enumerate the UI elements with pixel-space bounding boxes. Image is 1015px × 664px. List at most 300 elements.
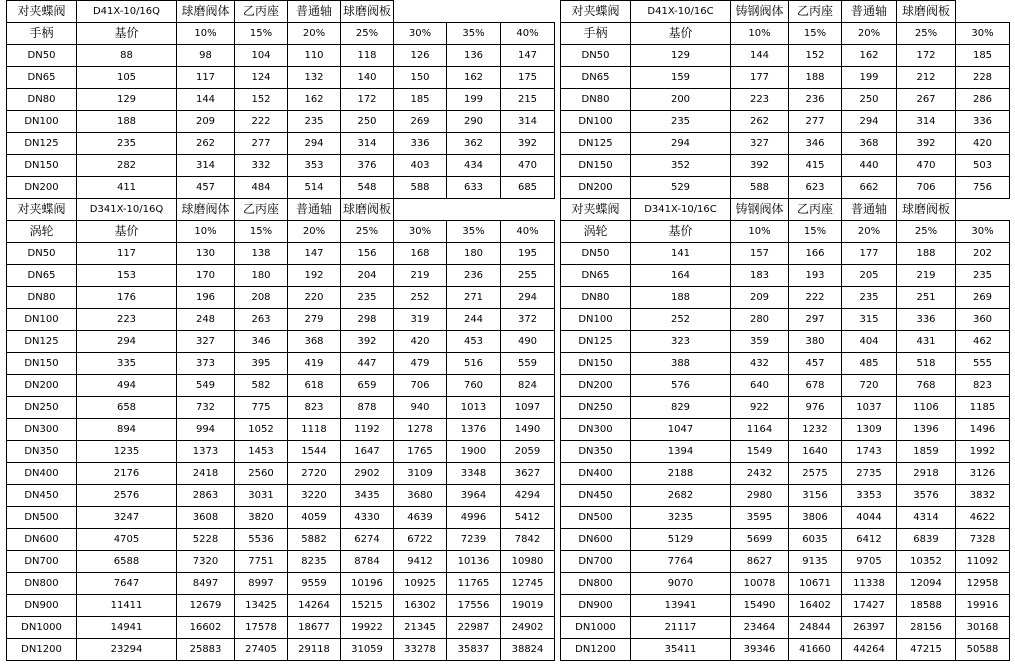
table-cell: 140 (341, 67, 394, 89)
table-cell: 336 (897, 309, 956, 331)
table-cell: 4330 (341, 507, 394, 529)
table-row (561, 353, 1010, 375)
table-cell: 662 (842, 177, 897, 199)
table-cell: 157 (731, 243, 789, 265)
table-row (7, 133, 555, 155)
table-cell: 24844 (789, 617, 842, 639)
table-row (7, 529, 555, 551)
table-cell: 327 (731, 133, 789, 155)
table-cell: DN600 (7, 529, 77, 551)
table-cell: 25% (897, 23, 956, 45)
table-cell: 235 (631, 111, 731, 133)
table-cell: DN125 (7, 133, 77, 155)
table-cell: 14264 (288, 595, 341, 617)
table-cell: 188 (631, 287, 731, 309)
table-cell: 5536 (235, 529, 288, 551)
table-cell: DN50 (561, 243, 631, 265)
table-cell: 30% (394, 23, 447, 45)
header-cell: 球磨阀板 (341, 1, 394, 23)
table-cell: DN100 (561, 309, 631, 331)
table-row (561, 529, 1010, 551)
table-cell: 415 (789, 155, 842, 177)
table-cell: 1549 (731, 441, 789, 463)
table-cell: 457 (177, 177, 235, 199)
table-cell: 29118 (288, 639, 341, 661)
table-cell: 8497 (177, 573, 235, 595)
table-cell: 18588 (897, 595, 956, 617)
table-row (561, 463, 1010, 485)
table-cell: 10671 (789, 573, 842, 595)
table-cell: 251 (897, 287, 956, 309)
section-header-row (561, 1, 1010, 23)
header-cell: 对夹蝶阀 (561, 199, 631, 221)
table-cell: 290 (447, 111, 501, 133)
table-cell: 129 (77, 89, 177, 111)
table-cell: 26397 (842, 617, 897, 639)
table-cell: 153 (77, 265, 177, 287)
table-cell: 640 (731, 375, 789, 397)
table-row (561, 45, 1010, 67)
table-cell: DN500 (561, 507, 631, 529)
table-cell: 10352 (897, 551, 956, 573)
table-cell: DN80 (7, 287, 77, 309)
table-cell: 手柄 (561, 23, 631, 45)
table-cell: DN125 (561, 133, 631, 155)
table-cell: 33278 (394, 639, 447, 661)
header-cell: 对夹蝶阀 (7, 1, 77, 23)
table-cell: 152 (789, 45, 842, 67)
table-cell: 271 (447, 287, 501, 309)
table-cell: 1278 (394, 419, 447, 441)
table-cell: 144 (731, 45, 789, 67)
table-cell: 315 (842, 309, 897, 331)
table-cell: 8235 (288, 551, 341, 573)
table-cell: 118 (341, 45, 394, 67)
table-row (561, 375, 1010, 397)
table-cell: 3220 (288, 485, 341, 507)
table-cell: 50588 (956, 639, 1010, 661)
table-cell: DN80 (561, 287, 631, 309)
table-cell: 2176 (77, 463, 177, 485)
table-cell: 162 (288, 89, 341, 111)
table-cell: 1544 (288, 441, 341, 463)
table-row (7, 573, 555, 595)
table-cell: 279 (288, 309, 341, 331)
table-cell: 760 (447, 375, 501, 397)
table-cell: 576 (631, 375, 731, 397)
table-cell: 368 (842, 133, 897, 155)
table-cell: DN800 (7, 573, 77, 595)
table-cell: 1376 (447, 419, 501, 441)
table-cell: 419 (288, 353, 341, 375)
table-cell: 15% (789, 221, 842, 243)
header-cell: D41X-10/16C (631, 1, 731, 23)
right-table-body (561, 1, 1010, 661)
table-cell: DN500 (7, 507, 77, 529)
table-cell: 1192 (341, 419, 394, 441)
table-cell: 105 (77, 67, 177, 89)
table-row (7, 639, 555, 661)
table-cell: 403 (394, 155, 447, 177)
table-cell: 188 (77, 111, 177, 133)
table-cell: 3435 (341, 485, 394, 507)
table-cell: 138 (235, 243, 288, 265)
table-cell: 360 (956, 309, 1010, 331)
table-cell: DN1000 (7, 617, 77, 639)
table-cell: 1106 (897, 397, 956, 419)
table-cell: 20% (842, 23, 897, 45)
section-header-row (561, 199, 1010, 221)
header-cell: 铸钢阀体 (731, 1, 789, 23)
table-cell: 485 (842, 353, 897, 375)
table-cell: 31059 (341, 639, 394, 661)
table-cell: 24902 (501, 617, 555, 639)
table-cell: 16402 (789, 595, 842, 617)
table-cell: 420 (956, 133, 1010, 155)
table-cell: DN200 (7, 375, 77, 397)
table-cell: DN900 (561, 595, 631, 617)
header-cell: 对夹蝶阀 (7, 199, 77, 221)
table-cell: 494 (77, 375, 177, 397)
table-cell: 27405 (235, 639, 288, 661)
table-cell: 420 (394, 331, 447, 353)
table-cell: DN1200 (561, 639, 631, 661)
table-cell: 19922 (341, 617, 394, 639)
left-table-body (7, 1, 555, 661)
table-cell: DN100 (561, 111, 631, 133)
table-cell: 470 (501, 155, 555, 177)
section-subheader-row (7, 23, 555, 45)
table-cell: 6588 (77, 551, 177, 573)
table-row (7, 89, 555, 111)
table-cell: 262 (731, 111, 789, 133)
table-cell: 5129 (631, 529, 731, 551)
table-cell: 314 (177, 155, 235, 177)
table-cell: DN200 (561, 177, 631, 199)
table-cell: 15215 (341, 595, 394, 617)
table-cell: 147 (501, 45, 555, 67)
table-cell: 40% (501, 23, 555, 45)
table-cell: 269 (394, 111, 447, 133)
table-cell: 250 (341, 111, 394, 133)
table-cell: DN80 (561, 89, 631, 111)
table-cell: 1396 (897, 419, 956, 441)
table-cell: 1647 (341, 441, 394, 463)
table-cell: 235 (288, 111, 341, 133)
table-cell: 136 (447, 45, 501, 67)
table-cell: 346 (235, 331, 288, 353)
table-cell: DN250 (7, 397, 77, 419)
table-cell: 235 (956, 265, 1010, 287)
table-cell: DN50 (7, 243, 77, 265)
table-cell: 3820 (235, 507, 288, 529)
header-cell: 普通轴 (842, 1, 897, 23)
header-cell: D341X-10/16Q (77, 199, 177, 221)
header-cell: 球磨阀板 (341, 199, 394, 221)
table-cell: 392 (501, 133, 555, 155)
table-cell: 110 (288, 45, 341, 67)
table-cell: 235 (77, 133, 177, 155)
table-cell: 30% (394, 221, 447, 243)
table-cell: 2863 (177, 485, 235, 507)
table-cell: 159 (631, 67, 731, 89)
table-cell: 392 (341, 331, 394, 353)
table-cell: 2418 (177, 463, 235, 485)
table-cell: 205 (842, 265, 897, 287)
table-cell: 3576 (897, 485, 956, 507)
table-cell: 335 (77, 353, 177, 375)
table-cell: 10% (177, 23, 235, 45)
table-row (561, 573, 1010, 595)
table-cell: 732 (177, 397, 235, 419)
table-cell: 529 (631, 177, 731, 199)
table-cell: 514 (288, 177, 341, 199)
table-row (561, 243, 1010, 265)
table-row (7, 353, 555, 375)
table-cell: 9705 (842, 551, 897, 573)
table-cell: 756 (956, 177, 1010, 199)
table-cell: 基价 (631, 221, 731, 243)
section-subheader-row (561, 23, 1010, 45)
table-cell: 98 (177, 45, 235, 67)
table-cell: 1118 (288, 419, 341, 441)
table-cell: 352 (631, 155, 731, 177)
table-cell: 262 (177, 133, 235, 155)
table-cell: 2980 (731, 485, 789, 507)
table-cell: 25883 (177, 639, 235, 661)
table-cell: 294 (77, 331, 177, 353)
table-cell: DN300 (561, 419, 631, 441)
table-row (561, 309, 1010, 331)
table-cell: 5882 (288, 529, 341, 551)
table-cell: DN900 (7, 595, 77, 617)
table-cell: 1037 (842, 397, 897, 419)
table-row (7, 265, 555, 287)
table-cell: 219 (394, 265, 447, 287)
table-cell: 411 (77, 177, 177, 199)
table-cell: 11092 (956, 551, 1010, 573)
table-cell: 373 (177, 353, 235, 375)
table-cell: DN100 (7, 309, 77, 331)
table-cell: 380 (789, 331, 842, 353)
table-cell: 44264 (842, 639, 897, 661)
table-cell: 3247 (77, 507, 177, 529)
table-cell: 269 (956, 287, 1010, 309)
table-cell: 117 (177, 67, 235, 89)
table-cell: 25% (341, 221, 394, 243)
table-row (7, 243, 555, 265)
table-cell: 12745 (501, 573, 555, 595)
table-cell: DN80 (7, 89, 77, 111)
table-cell: 484 (235, 177, 288, 199)
table-cell: 277 (235, 133, 288, 155)
table-cell: 219 (897, 265, 956, 287)
table-cell: 19019 (501, 595, 555, 617)
table-cell: 10196 (341, 573, 394, 595)
table-cell: 21117 (631, 617, 731, 639)
table-cell: 25% (341, 23, 394, 45)
table-cell: 555 (956, 353, 1010, 375)
table-cell: 922 (731, 397, 789, 419)
table-cell: 7328 (956, 529, 1010, 551)
table-cell: 20% (842, 221, 897, 243)
header-cell (447, 1, 501, 23)
table-cell: 15% (235, 221, 288, 243)
table-cell: 314 (341, 133, 394, 155)
table-cell: 7842 (501, 529, 555, 551)
table-row (561, 617, 1010, 639)
table-cell: 15% (235, 23, 288, 45)
table-cell: 10% (731, 23, 789, 45)
table-cell: 11338 (842, 573, 897, 595)
table-cell: 236 (447, 265, 501, 287)
table-cell: 132 (288, 67, 341, 89)
table-cell: 3348 (447, 463, 501, 485)
table-cell: 549 (177, 375, 235, 397)
table-cell: 720 (842, 375, 897, 397)
table-cell: 2059 (501, 441, 555, 463)
table-row (561, 419, 1010, 441)
table-cell: 658 (77, 397, 177, 419)
table-cell: 188 (789, 67, 842, 89)
table-row (561, 441, 1010, 463)
table-cell: 263 (235, 309, 288, 331)
header-cell: 普通轴 (288, 199, 341, 221)
table-cell: 1164 (731, 419, 789, 441)
table-cell: DN450 (561, 485, 631, 507)
table-cell: 12679 (177, 595, 235, 617)
table-cell: 3031 (235, 485, 288, 507)
table-cell: 282 (77, 155, 177, 177)
table-cell: 10136 (447, 551, 501, 573)
table-cell: 1013 (447, 397, 501, 419)
table-cell: 5699 (731, 529, 789, 551)
section-header-row (7, 1, 555, 23)
table-cell: 1394 (631, 441, 731, 463)
table-cell: 659 (341, 375, 394, 397)
table-cell: DN65 (7, 67, 77, 89)
table-row (561, 507, 1010, 529)
table-cell: 470 (897, 155, 956, 177)
table-cell: 623 (789, 177, 842, 199)
table-cell: 223 (731, 89, 789, 111)
table-cell: 823 (288, 397, 341, 419)
table-cell: 372 (501, 309, 555, 331)
table-cell: 4294 (501, 485, 555, 507)
table-cell: 314 (897, 111, 956, 133)
table-cell: 252 (631, 309, 731, 331)
table-cell: 2918 (897, 463, 956, 485)
table-cell: 144 (177, 89, 235, 111)
table-cell: 183 (731, 265, 789, 287)
table-cell: 294 (842, 111, 897, 133)
table-cell: DN50 (561, 45, 631, 67)
header-cell: 球磨阀体 (177, 199, 235, 221)
table-row (7, 331, 555, 353)
table-cell: DN350 (7, 441, 77, 463)
table-cell: 185 (394, 89, 447, 111)
table-cell: 336 (394, 133, 447, 155)
table-cell: 14941 (77, 617, 177, 639)
table-cell: 255 (501, 265, 555, 287)
table-cell: 180 (235, 265, 288, 287)
table-cell: 228 (956, 67, 1010, 89)
table-row (7, 617, 555, 639)
table-cell: 4314 (897, 507, 956, 529)
table-cell: 6412 (842, 529, 897, 551)
table-row (7, 419, 555, 441)
table-row (7, 45, 555, 67)
header-cell (501, 199, 555, 221)
table-cell: 294 (631, 133, 731, 155)
table-cell: 3595 (731, 507, 789, 529)
table-cell: 388 (631, 353, 731, 375)
table-cell: 30168 (956, 617, 1010, 639)
table-row (7, 177, 555, 199)
table-cell: 457 (789, 353, 842, 375)
table-cell: 130 (177, 243, 235, 265)
table-cell: 17556 (447, 595, 501, 617)
table-cell: 195 (501, 243, 555, 265)
table-cell: 18677 (288, 617, 341, 639)
table-cell: DN65 (7, 265, 77, 287)
table-cell: 7647 (77, 573, 177, 595)
table-cell: 196 (177, 287, 235, 309)
table-cell: 7764 (631, 551, 731, 573)
table-cell: 829 (631, 397, 731, 419)
table-cell: 185 (956, 45, 1010, 67)
table-row (561, 177, 1010, 199)
table-cell: 199 (447, 89, 501, 111)
price-table-right (560, 0, 1010, 661)
table-cell: 129 (631, 45, 731, 67)
table-row (561, 595, 1010, 617)
table-cell: 2576 (77, 485, 177, 507)
table-cell: 147 (288, 243, 341, 265)
table-cell: DN400 (7, 463, 77, 485)
table-row (561, 111, 1010, 133)
table-cell: 2682 (631, 485, 731, 507)
header-cell: 球磨阀体 (177, 1, 235, 23)
table-row (7, 595, 555, 617)
table-cell: 19916 (956, 595, 1010, 617)
table-cell: 21345 (394, 617, 447, 639)
table-cell: 220 (288, 287, 341, 309)
table-cell: 40% (501, 221, 555, 243)
table-cell: 3353 (842, 485, 897, 507)
table-cell: 3627 (501, 463, 555, 485)
table-row (7, 309, 555, 331)
table-cell: 193 (789, 265, 842, 287)
table-cell: 3126 (956, 463, 1010, 485)
table-cell: 204 (341, 265, 394, 287)
table-cell: 11411 (77, 595, 177, 617)
table-cell: 236 (789, 89, 842, 111)
table-cell: 392 (731, 155, 789, 177)
table-cell: 768 (897, 375, 956, 397)
table-cell: 177 (842, 243, 897, 265)
table-cell: 10% (731, 221, 789, 243)
table-cell: 10% (177, 221, 235, 243)
table-cell: 1859 (897, 441, 956, 463)
table-cell: 1309 (842, 419, 897, 441)
table-cell: 6722 (394, 529, 447, 551)
table-cell: 7239 (447, 529, 501, 551)
header-cell (956, 1, 1010, 23)
table-row (561, 287, 1010, 309)
table-cell: 294 (288, 133, 341, 155)
table-cell: 35837 (447, 639, 501, 661)
